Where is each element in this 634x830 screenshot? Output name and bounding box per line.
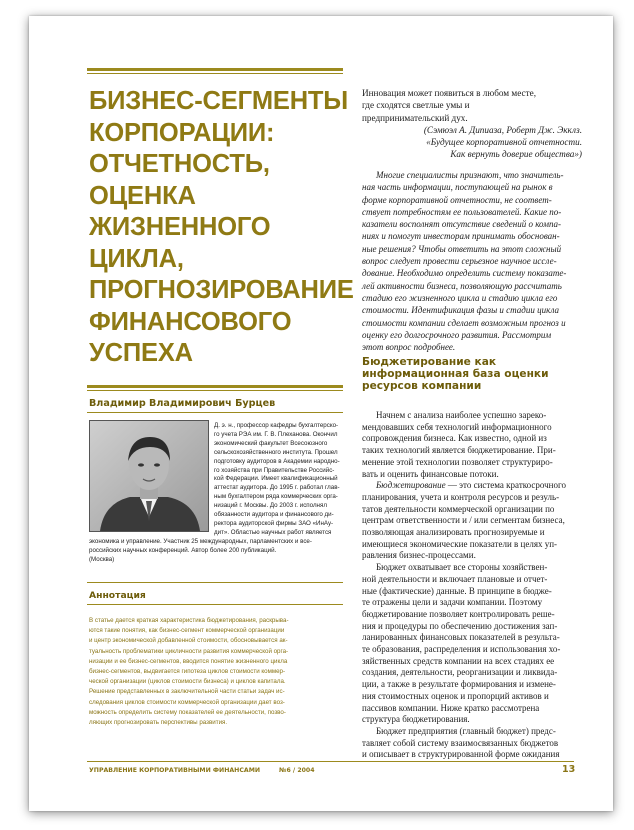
footer-issue: №6 / 2004 xyxy=(279,767,315,774)
body-line: зяйственных средств компании на всех стадиях ее xyxy=(362,655,555,666)
journal-page xyxy=(29,16,613,811)
annotation-line: и центр экономической добавленной стоимости, обосновывается ак- xyxy=(89,637,288,645)
intro-line: ная часть информации, поступающей на рынок в xyxy=(362,182,553,193)
author-bio-side xyxy=(214,422,342,538)
intro-line: оценку его долгосрочного развития. Рассмотрим xyxy=(362,329,552,340)
intro-line: дование. Необходимо определить систему показате- xyxy=(362,268,567,279)
bio-line: го хозяйства при Правительстве Российс- xyxy=(214,466,335,474)
author-photo xyxy=(89,420,209,532)
intro-line: ствует потребностям ее пользователей. Какие по- xyxy=(362,206,562,217)
title-rule-thin xyxy=(87,390,343,391)
bio-line: ректора аудиторской фирмы ЗАО «ИнАу- xyxy=(214,519,334,527)
body-line: бюджетирование позволяет контролировать реше- xyxy=(362,608,555,619)
body-line: ции, а также в результате формирования и измене- xyxy=(362,679,556,690)
title-line: ОТЧЕТНОСТЬ, xyxy=(89,150,270,178)
bio-line: низаций г. Москвы. До 2003 г. исполнял xyxy=(214,502,327,510)
author-bio-full xyxy=(89,538,343,565)
bio-line: Д. э. н., профессор кафедры бухгалтерско- xyxy=(214,422,339,429)
annotation-line: туальность проблематики цикличности развития коммерческой орга- xyxy=(89,647,289,655)
body-line: Бюджет охватывает все стороны хозяйствен- xyxy=(376,562,548,573)
title-line: ЖИЗНЕННОГО xyxy=(89,213,271,241)
intro-line: Многие специалисты признают, что значитель- xyxy=(376,170,564,180)
intro-line: этот вопрос подробнее. xyxy=(362,342,456,353)
body-line: те отражены цели и задачи компании. Поэтому xyxy=(362,597,543,608)
intro-line: ные решения? Чтобы ответить на этот сложный xyxy=(362,243,562,254)
body-line: таких технологий является бюджетирование. При- xyxy=(362,445,556,456)
bio-line: кой Федерации. Имеет квалификационный xyxy=(214,475,338,483)
intro-paragraph xyxy=(362,169,584,353)
annotation-line: низации и ее бизнес-сегментов, вводится понятие жизненного цикла xyxy=(89,657,288,665)
intro-line: стоимости. Идентификация фазы и стадии цикла xyxy=(362,305,559,316)
body-line: мендовавших себя технологий информационного xyxy=(362,421,552,432)
body-text xyxy=(362,410,584,761)
bio-line: аттестат аудитора. До 1995 г. работал глав- xyxy=(214,484,340,492)
page-number: 13 xyxy=(562,764,576,775)
body-line: структура бюджетирования. xyxy=(362,714,470,725)
bio-line: ным бухгалтером ряда коммерческих орга- xyxy=(214,493,338,501)
body-line: татов деятельности коммерческой организации по xyxy=(362,503,555,514)
epigraph-line: где сходятся светлые умы и xyxy=(362,100,470,111)
annotation-text xyxy=(89,616,343,728)
annotation-line: можность определить систему показателей ее деятельности, позво- xyxy=(89,708,286,716)
annotation-line: бизнес-сегментов, выдвигается гипотеза циклов стоимости коммер- xyxy=(89,668,286,676)
bio-line: подготовку аудиторов в Академии народно- xyxy=(214,457,340,465)
body-line: ния стоимостных оценок и пропорций активов и xyxy=(362,690,549,701)
annotation-line: следования циклов стоимости коммерческой организации дает воз- xyxy=(89,698,285,706)
bio-line: экономический факультет Всесоюзного xyxy=(214,439,328,447)
bio-line: российских научных конференций. Автор более 200 публикаций. xyxy=(89,546,277,554)
epigraph xyxy=(362,87,584,161)
epigraph-source-line: (Сэмюэл А. Дипиаза, Роберт Дж. Экклз. xyxy=(423,124,582,135)
annotation-line: Решение представленных в заключительной части статьи задач ис- xyxy=(89,688,285,696)
term-emphasis: Бюджетирование xyxy=(376,480,446,491)
bio-line: обязанности аудитора и финансового ди- xyxy=(214,511,334,519)
body-line: сопровождения бизнеса. Как известно, одной из xyxy=(362,433,547,444)
footer-rule xyxy=(87,761,574,762)
body-line: центрам ответственности и / или сегментам бизнеса, xyxy=(362,515,565,526)
heading-line: ресурсов компании xyxy=(362,379,482,392)
body-line: пассивов компании. Ниже кратко рассмотрена xyxy=(362,702,540,713)
body-line: менение этой технологии позволяет структуриро- xyxy=(362,456,553,467)
title-line: УСПЕХА xyxy=(89,339,193,367)
title-line: ОЦЕНКА xyxy=(89,181,196,210)
annotation-rule-top xyxy=(87,582,343,583)
heading-line: Бюджетирование как xyxy=(362,356,497,368)
bio-line: (Москва) xyxy=(89,555,115,563)
title-line: ФИНАНСОВОГО xyxy=(89,307,292,336)
intro-line: ниях и помогут инвесторам принимать обоснован- xyxy=(362,231,560,242)
epigraph-source xyxy=(362,124,584,161)
article-title xyxy=(89,86,354,370)
body-line: равления бизнес-процессами. xyxy=(362,550,476,561)
bio-line: экономика и управление. Участник 25 международных, парламентских и все- xyxy=(89,538,312,545)
body-line: планирования, учета и контроля ресурсов и резуль- xyxy=(362,491,560,502)
top-rule-thin xyxy=(87,73,343,74)
footer-journal: УПРАВЛЕНИЕ КОРПОРАТИВНЫМИ ФИНАНСАМИ xyxy=(89,767,261,774)
annotation-rule-bottom xyxy=(87,604,343,605)
intro-line: лей активности бизнеса, позволяющую рассчитать xyxy=(362,280,562,291)
annotation-line: В статье дается краткая характеристика бюджетирования, раскрыва- xyxy=(89,617,289,624)
intro-line: стадию его жизненного цикла и стадию цикла его xyxy=(362,292,558,303)
body-line: Начнем с анализа наиболее успешно зареко- xyxy=(376,410,547,420)
body-line: создания, деятельности, реорганизации и ликвида- xyxy=(362,667,558,678)
section-heading xyxy=(362,357,584,392)
body-line: Бюджетирование — это система краткосрочного xyxy=(376,480,566,491)
body-line: позволяющая анализировать прогнозируемые и xyxy=(362,527,545,538)
annotation-line: ляющих прогнозировать перспективы развития. xyxy=(89,719,228,727)
epigraph-line: Инновация может появиться в любом месте, xyxy=(362,88,537,98)
title-rule-thick xyxy=(87,385,343,388)
body-line: ланированных финансовых показателей в результа- xyxy=(362,632,560,643)
top-rule-thick xyxy=(87,68,343,71)
body-line: вать и оценить финансовые потоки. xyxy=(362,468,499,479)
author-name: Владимир Владимирович Бурцев xyxy=(89,398,276,409)
body-line: имеющиеся экономические показатели в целях уп- xyxy=(362,538,558,549)
body-line: ные (фактические) данные. В принципе в бюдже- xyxy=(362,585,552,596)
heading-line: информационная база оценки xyxy=(362,367,549,380)
bio-line: сельскохозяйственного института. Прошел xyxy=(214,448,338,456)
intro-line: стоимости компании сделает возможным прогноз и xyxy=(362,317,566,328)
epigraph-source-line: «Будущее корпоративной отчетности. xyxy=(426,137,582,148)
intro-line: вопрос следует провести серьезное научное иссле- xyxy=(362,256,557,267)
title-line: БИЗНЕС-СЕГМЕНТЫ xyxy=(89,87,349,115)
title-line: КОРПОРАЦИИ: xyxy=(89,118,275,147)
bio-line: го учета РЭА им. Г. В. Плеханова. Окончил xyxy=(214,430,338,438)
epigraph-line: предпринимательский дух. xyxy=(362,112,468,123)
title-line: ПРОГНОЗИРОВАНИЕ xyxy=(89,276,354,304)
intro-line: форме корпоративной отчетности, не соответ- xyxy=(362,194,552,205)
bio-line: дит». Областью научных работ является xyxy=(214,528,332,536)
epigraph-source-line: Как вернуть доверие общества») xyxy=(450,149,582,160)
body-line: Бюджет предприятия (главный бюджет) предс- xyxy=(376,725,556,736)
annotation-line: ются такие понятия, как бизнес-сегмент коммерческой организации xyxy=(89,627,285,635)
body-line: ной деятельности и включает плановые и отчет- xyxy=(362,573,548,584)
intro-line: казатели восполнят отсутствие сведений о компа- xyxy=(362,219,561,230)
body-line: те образования, распределения и использования хо- xyxy=(362,644,561,655)
body-line: и описывает в структурированной форме ожидания xyxy=(362,749,560,760)
annotation-heading: Аннотация xyxy=(89,590,146,601)
author-rule xyxy=(87,412,343,413)
annotation-line: ческой организации (циклов стоимости бизнеса) и циклов капитала. xyxy=(89,678,286,686)
body-line: тавляет собой систему взаимосвязанных бюджетов xyxy=(362,737,559,748)
body-line: ния и процедуры по обеспечению достижения зап- xyxy=(362,620,558,631)
title-line: ЦИКЛА, xyxy=(89,244,184,273)
